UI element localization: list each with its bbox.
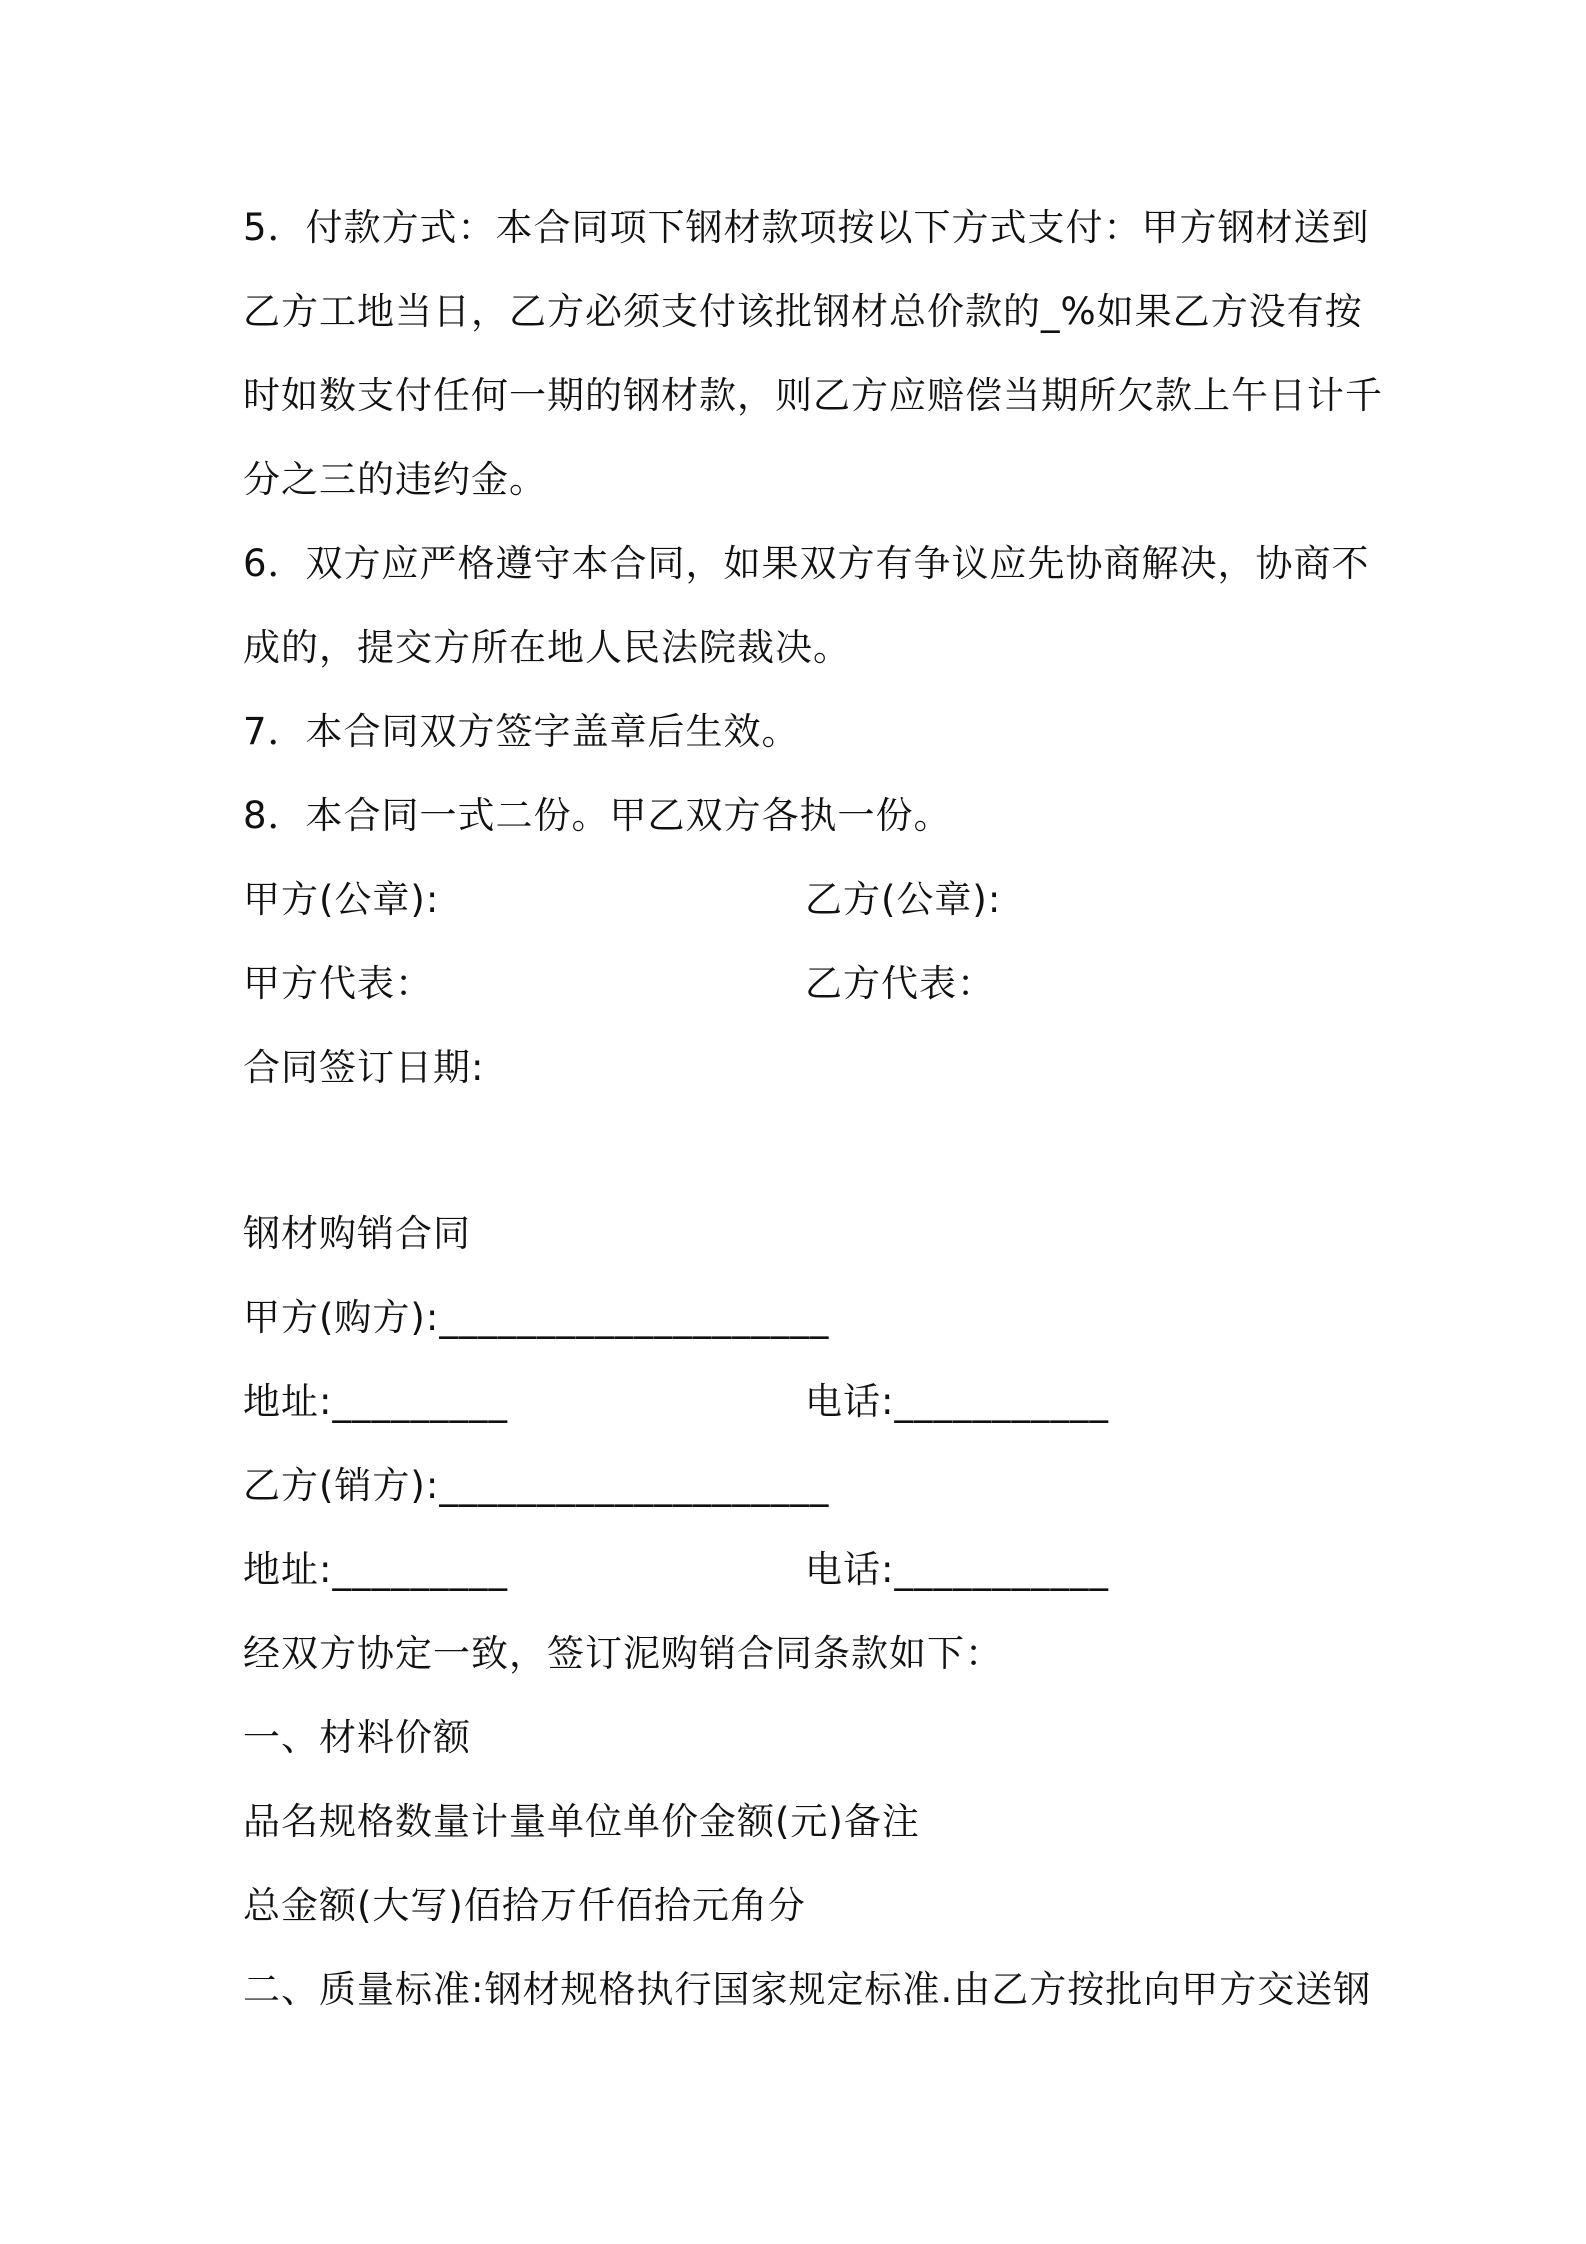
party-b-seal: 乙方(公章): <box>805 878 1002 921</box>
clause-5-line-4: 分之三的违约金。 <box>243 458 547 501</box>
total-amount: 总金额(大写)佰拾万仟佰拾元角分 <box>243 1884 806 1927</box>
clause-5-line-1: 5．付款方式：本合同项下钢材款项按以下方式支付：甲方钢材送到 <box>243 206 1370 249</box>
clause-6-line-1: 6．双方应严格遵守本合同，如果双方有争议应先协商解决，协商不 <box>243 542 1370 585</box>
clause-7: 7．本合同双方签字盖章后生效。 <box>243 710 800 753</box>
contract-sign-date: 合同签订日期: <box>243 1046 485 1089</box>
party-a-address: 地址:_________ <box>243 1380 508 1423</box>
party-b-representative: 乙方代表： <box>805 962 995 1005</box>
party-a-representative: 甲方代表： <box>243 962 433 1005</box>
clause-6-line-2: 成的，提交方所在地人民法院裁决。 <box>243 626 851 669</box>
party-b-seller: 乙方(销方):____________________ <box>243 1464 830 1507</box>
contract-intro: 经双方协定一致，签订泥购销合同条款如下： <box>243 1632 1003 1675</box>
section-1-title: 一、材料价额 <box>243 1716 471 1759</box>
clause-5-line-2: 乙方工地当日，乙方必须支付该批钢材总价款的_%如果乙方没有按 <box>243 290 1363 333</box>
party-b-phone: 电话:___________ <box>805 1548 1109 1591</box>
party-b-address: 地址:_________ <box>243 1548 508 1591</box>
clause-5-line-3: 时如数支付任何一期的钢材款，则乙方应赔偿当期所欠款上午日计千 <box>243 374 1383 417</box>
section-2-quality: 二、质量标准:钢材规格执行国家规定标准.由乙方按批向甲方交送钢 <box>243 1968 1372 2011</box>
party-a-seal: 甲方(公章): <box>243 878 440 921</box>
contract-title: 钢材购销合同 <box>243 1212 471 1255</box>
party-a-buyer: 甲方(购方):____________________ <box>243 1296 830 1339</box>
clause-8: 8．本合同一式二份。甲乙双方各执一份。 <box>243 794 952 837</box>
party-a-phone: 电话:___________ <box>805 1380 1109 1423</box>
material-table-header: 品名规格数量计量单位单价金额(元)备注 <box>243 1800 920 1843</box>
